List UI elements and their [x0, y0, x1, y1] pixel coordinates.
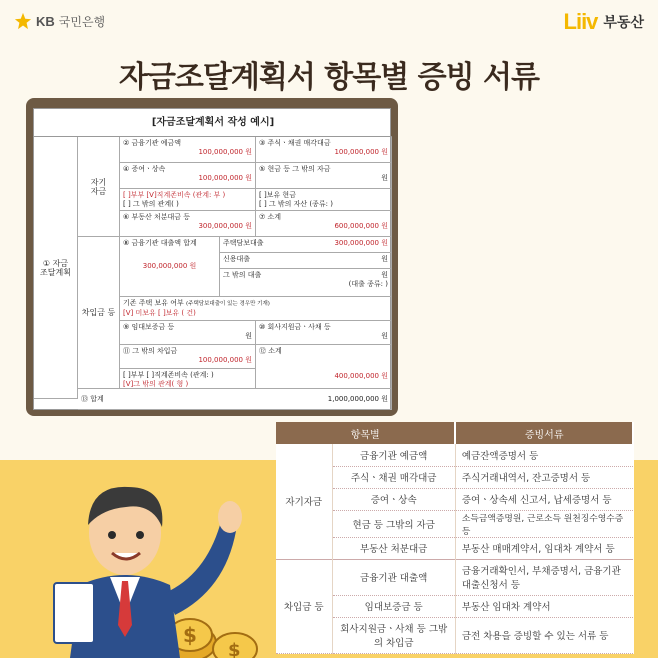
- table-row: 부동산 처분대금 부동산 매매계약서, 임대차 계약서 등: [276, 537, 633, 559]
- form-cash-options: [ ]보유 현금 [ ] 그 밖의 자산 (종류: ): [256, 189, 392, 211]
- form-lease: ⑨ 임대보증금 등 원: [120, 321, 256, 345]
- svg-text:$: $: [228, 640, 241, 658]
- form-gift: ④ 증여ㆍ상속 100,000,000 원: [120, 163, 256, 189]
- form-other-borrow: ⑪ 그 밖의 차입금 100,000,000 원: [120, 345, 256, 369]
- form-grand-total: ⑬ 합계 1,000,000,000 원: [78, 389, 392, 410]
- table-row: 임대보증금 등 부동산 임대차 계약서: [276, 595, 633, 617]
- kb-bank-logo: [14, 12, 105, 30]
- form-housing: 기존 주택 보유 여부 (주택담보대출이 있는 경우만 기재) [V] 미보유 [ ]보유 ( 건): [120, 297, 392, 321]
- svg-text:$: $: [183, 623, 197, 647]
- page-title: 자금조달계획서 항목별 증빙 서류: [118, 60, 540, 95]
- table-row: 증여ㆍ상속 증여ㆍ상속세 신고서, 납세증명서 등: [276, 488, 633, 510]
- kb-logo-text: KB: [36, 13, 55, 29]
- table-row: 자기자금 금융기관 예금액 예금잔액증명서 등: [276, 444, 633, 466]
- table-row: 회사지원금ㆍ사채 등 그밖의 차입금 금전 차용을 증빙할 수 있는 서류 등: [276, 617, 633, 653]
- businessman-illustration: [40, 465, 270, 658]
- table-row: 차입금 등 금융기관 대출액 금융거래확인서, 부채증명서, 금융기관 대출신청서 등: [276, 559, 633, 595]
- form-stock: ③ 주식ㆍ채권 매각대금 100,000,000 원: [256, 137, 392, 163]
- liiv-app-name: 부동산: [603, 15, 644, 31]
- form-loan-subtotal: ⑫ 소계 400,000,000 원: [256, 345, 392, 389]
- table-group-loan: 차입금 등: [276, 559, 332, 653]
- liiv-logo-text: Liiv: [563, 9, 598, 34]
- table-header-item: 항목별: [276, 422, 455, 444]
- form-own-subtotal: ⑦ 소계 600,000,000 원: [256, 211, 392, 237]
- form-group-own: 자기 자금: [78, 137, 120, 237]
- table-group-own: 자기자금: [276, 444, 332, 559]
- form-real-estate: ⑥ 부동산 처분대금 등 300,000,000 원: [120, 211, 256, 237]
- form-deposit: ② 금융기관 예금액 100,000,000 원: [120, 137, 256, 163]
- table-row: 주식ㆍ채권 매각대금 주식거래내역서, 잔고증명서 등: [276, 466, 633, 488]
- header: [0, 0, 658, 46]
- form-company: ⑩ 회사지원금ㆍ사채 등 원: [256, 321, 392, 345]
- form-loan-total: ⑧ 금융기관 대출액 합계 300,000,000 원: [120, 237, 220, 297]
- evidence-table: [276, 422, 634, 654]
- form-section-label: ① 자금 조달계획: [34, 137, 78, 399]
- form-cash: ⑤ 현금 등 그 밖의 자금 원: [256, 163, 392, 189]
- form-heading: [자금조달계획서 작성 예시]: [34, 109, 392, 137]
- table-header-doc: 증빙서류: [455, 422, 633, 444]
- bank-name: 국민은행: [58, 14, 106, 29]
- form-other-loan: 그 밖의 대출 원 (대출 종류: ): [220, 269, 392, 297]
- form-gift-relation: [ ]부부 [V]직계존비속 (관계: 부 ) [ ] 그 밖의 관계( ): [120, 189, 256, 211]
- form-other-borrow-relation: [ ]부부 [ ]직계존비속 (관계: ) [V]그 밖의 관계( 형 ): [120, 369, 256, 389]
- form-credit: 신용대출 원: [220, 253, 392, 269]
- table-row: 현금 등 그밖의 자금 소득금액증명원, 근로소득 원천징수영수증 등: [276, 510, 633, 537]
- form-group-loan: 차입금 등: [78, 237, 120, 389]
- kb-star-icon: [14, 12, 32, 30]
- funding-plan-form: [33, 108, 391, 410]
- form-mortgage: 주택담보대출 300,000,000 원: [220, 237, 392, 253]
- liiv-logo: [564, 9, 644, 35]
